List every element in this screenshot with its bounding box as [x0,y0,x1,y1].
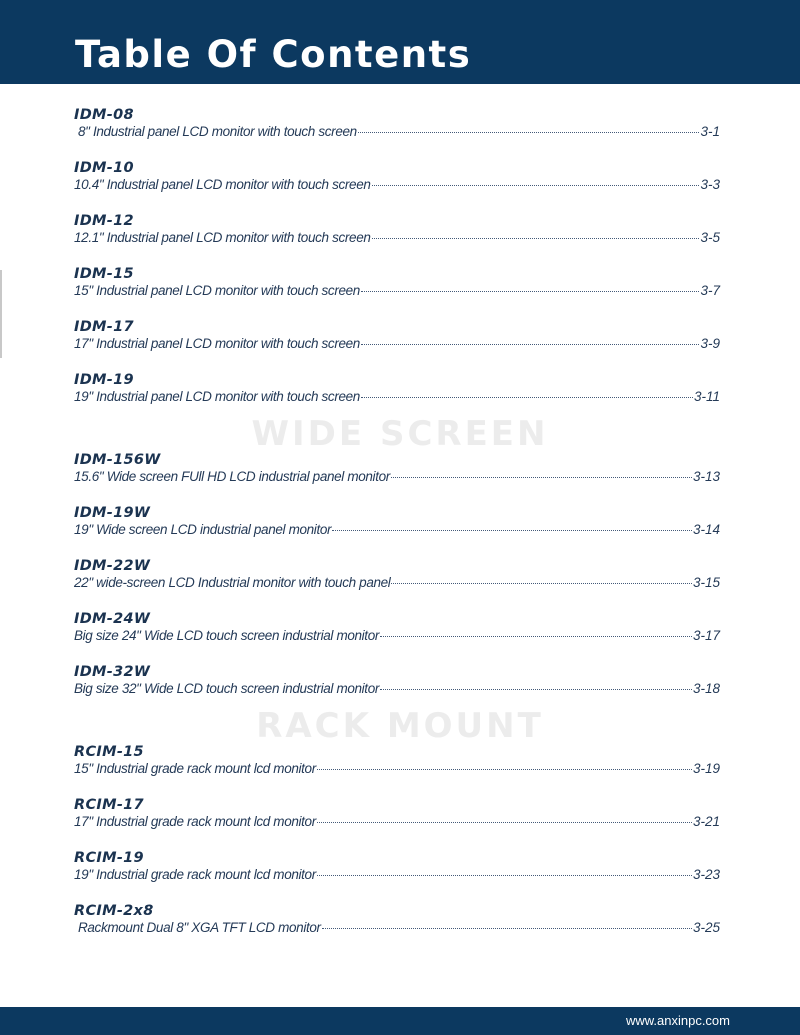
entry-description: 10.4" Industrial panel LCD monitor with touch screen [74,177,371,192]
toc-entry-rcim-17[interactable] [74,797,720,829]
entry-code: IDM-32W [74,664,151,680]
dot-leader [322,928,692,929]
entry-page-number: 3-19 [692,761,720,776]
entry-description: Big size 24" Wide LCD touch screen industrial monitor [74,628,380,643]
entry-page-number: 3-9 [700,336,720,351]
entry-line [74,867,720,882]
toc-entry-rcim-19[interactable] [74,850,720,882]
entry-code: IDM-12 [74,213,134,229]
entry-line [74,283,720,298]
entry-description: 15" Industrial panel LCD monitor with touch screen [74,283,360,298]
entry-page-number: 3-5 [700,230,720,245]
toc-entry-idm-22w[interactable] [74,558,720,590]
entry-description: 17" Industrial grade rack mount lcd monitor [74,814,316,829]
entry-page-number: 3-18 [692,681,720,696]
entry-page-number: 3-25 [692,920,720,935]
entry-page-number: 3-15 [692,575,720,590]
entry-description: 17" Industrial panel LCD monitor with touch screen [74,336,360,351]
toc-entry-idm-24w[interactable] [74,611,720,643]
dot-leader [380,636,692,637]
entry-code: RCIM-19 [74,850,144,866]
entry-description: 19" Industrial grade rack mount lcd monitor [74,867,316,882]
toc-entry-idm-156w[interactable] [74,452,720,484]
entry-line [74,575,720,590]
entry-line [74,920,720,935]
entry-page-number: 3-23 [692,867,720,882]
entry-page-number: 3-14 [692,522,720,537]
entry-code: IDM-22W [74,558,151,574]
entry-code: RCIM-2x8 [74,903,154,919]
entry-line [74,522,720,537]
entry-line [74,230,720,245]
entry-description: 8" Industrial panel LCD monitor with touch screen [78,124,357,139]
toc-entry-idm-19[interactable] [74,372,720,404]
entry-line [74,336,720,351]
entry-page-number: 3-11 [693,389,720,404]
toc-entry-idm-17[interactable] [74,319,720,351]
entry-code: RCIM-15 [74,744,144,760]
entry-code: IDM-156W [74,452,161,468]
entry-page-number: 3-7 [700,283,720,298]
entry-code: IDM-19W [74,505,151,521]
entry-page-number: 3-21 [692,814,720,829]
left-margin-rule [0,270,2,358]
dot-leader [332,530,692,531]
toc-entry-rcim-2x8[interactable] [74,903,720,935]
dot-leader [372,185,700,186]
entry-description: 15.6" Wide screen FUll HD LCD industrial panel monitor [74,469,390,484]
entry-description: 12.1" Industrial panel LCD monitor with touch screen [74,230,371,245]
entry-code: IDM-15 [74,266,134,282]
entry-line [74,124,720,139]
footer-url[interactable]: www.anxinpc.com [625,1013,730,1028]
entry-page-number: 3-1 [700,124,720,139]
entry-description: 19" Wide screen LCD industrial panel monitor [74,522,332,537]
section-heading-wide-screen: WIDE SCREEN [251,414,549,454]
footer-band [0,1007,800,1035]
dot-leader [361,397,693,398]
entry-line [74,469,720,484]
entry-code: IDM-10 [74,160,134,176]
entry-code: IDM-17 [74,319,134,335]
entry-line [74,761,720,776]
entry-page-number: 3-3 [700,177,720,192]
dot-leader [358,132,700,133]
dot-leader [317,822,692,823]
page-title: Table Of Contents [75,33,472,76]
entry-description: 22" wide-screen LCD Industrial monitor with touch panel [74,575,391,590]
entry-code: IDM-24W [74,611,151,627]
entry-description: 19" Industrial panel LCD monitor with touch screen [74,389,360,404]
entry-page-number: 3-13 [692,469,720,484]
dot-leader [391,583,692,584]
toc-entry-rcim-15[interactable] [74,744,720,776]
entry-line [74,814,720,829]
dot-leader [361,344,700,345]
toc-entry-idm-19w[interactable] [74,505,720,537]
entry-code: IDM-19 [74,372,134,388]
entry-line [74,177,720,192]
toc-entry-idm-10[interactable] [74,160,720,192]
toc-entry-idm-32w[interactable] [74,664,720,696]
entry-code: IDM-08 [74,107,134,123]
entry-line [74,681,720,696]
dot-leader [317,769,692,770]
section-heading-rack-mount: RACK MOUNT [256,706,544,746]
toc-entry-idm-15[interactable] [74,266,720,298]
entry-line [74,389,720,404]
entry-code: RCIM-17 [74,797,144,813]
dot-leader [317,875,692,876]
toc-entry-idm-12[interactable] [74,213,720,245]
entry-line [74,628,720,643]
entry-description: Rackmount Dual 8" XGA TFT LCD monitor [78,920,321,935]
entry-page-number: 3-17 [692,628,720,643]
dot-leader [380,689,692,690]
dot-leader [372,238,700,239]
toc-entry-idm-08[interactable] [74,107,720,139]
entry-description: 15" Industrial grade rack mount lcd monitor [74,761,316,776]
entry-description: Big size 32" Wide LCD touch screen industrial monitor [74,681,380,696]
dot-leader [361,291,700,292]
dot-leader [391,477,692,478]
